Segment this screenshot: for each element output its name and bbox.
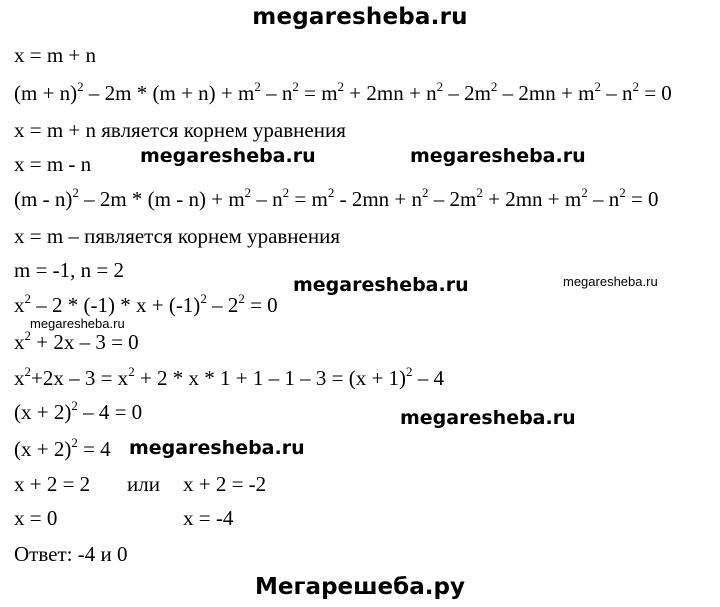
watermark: megaresheba.ru (400, 407, 576, 429)
solution-line-5: $(m - n)^2 - 2m * (m - n) + m^2 - n^2 = m^2 - 2mn + n^2 - 2m^2 + 2mn + m^2 - n^2 = 0$ (14, 185, 659, 211)
site-header: megaresheba.ru (252, 4, 468, 30)
solution-line-4: x = m - n (14, 152, 92, 176)
root-right: x = -4 (183, 506, 234, 530)
or-word: или (127, 472, 160, 496)
solution-line-12: $(x + 2)^2 = 4$ (14, 435, 111, 461)
site-footer: Мегарешеба.ру (255, 574, 465, 600)
solution-line-3: x = m + n является корнем уравнения (14, 118, 346, 142)
watermark: megaresheba.ru (410, 145, 586, 167)
solution-line-11: $(x + 2)^2 - 4 = 0$ (14, 398, 143, 424)
case-right: x + 2 = -2 (183, 472, 267, 496)
solution-line-9: $x^2 + 2x - 3 = 0$ (14, 328, 139, 354)
solution-line-13 (14, 472, 267, 496)
answer-line: Ответ: -4 и 0 (14, 542, 128, 566)
case-left: x + 2 = 2 (14, 472, 91, 496)
watermark: megaresheba.ru (140, 145, 316, 167)
solution-line-10: $x^2+2x - 3 = x^2 + 2 * x * 1 + 1 - 1 - 3 = (x + 1)^2 - 4$ (14, 364, 445, 390)
watermark: megaresheba.ru (129, 437, 305, 459)
solution-line-7: m = -1, n = 2 (14, 258, 125, 282)
solution-line-6: x = m – пявляется корнем уравнения (14, 224, 341, 248)
solution-line-8: $x^2 - 2 * (-1) * x + (-1)^2 - 2^2 = 0$ (14, 291, 278, 317)
solution-line-14 (14, 506, 234, 530)
watermark-small: megaresheba.ru (30, 316, 125, 331)
watermark-small: megaresheba.ru (563, 274, 658, 289)
solution-line-2: $(m + n)^2 - 2m * (m + n) + m^2 - n^2 = m^2 + 2mn + n^2 - 2m^2 - 2mn + m^2 - n^2 = 0$ (14, 79, 672, 105)
watermark: megaresheba.ru (293, 274, 469, 296)
solution-line-1: x = m + n (14, 43, 97, 67)
root-left: x = 0 (14, 506, 58, 530)
